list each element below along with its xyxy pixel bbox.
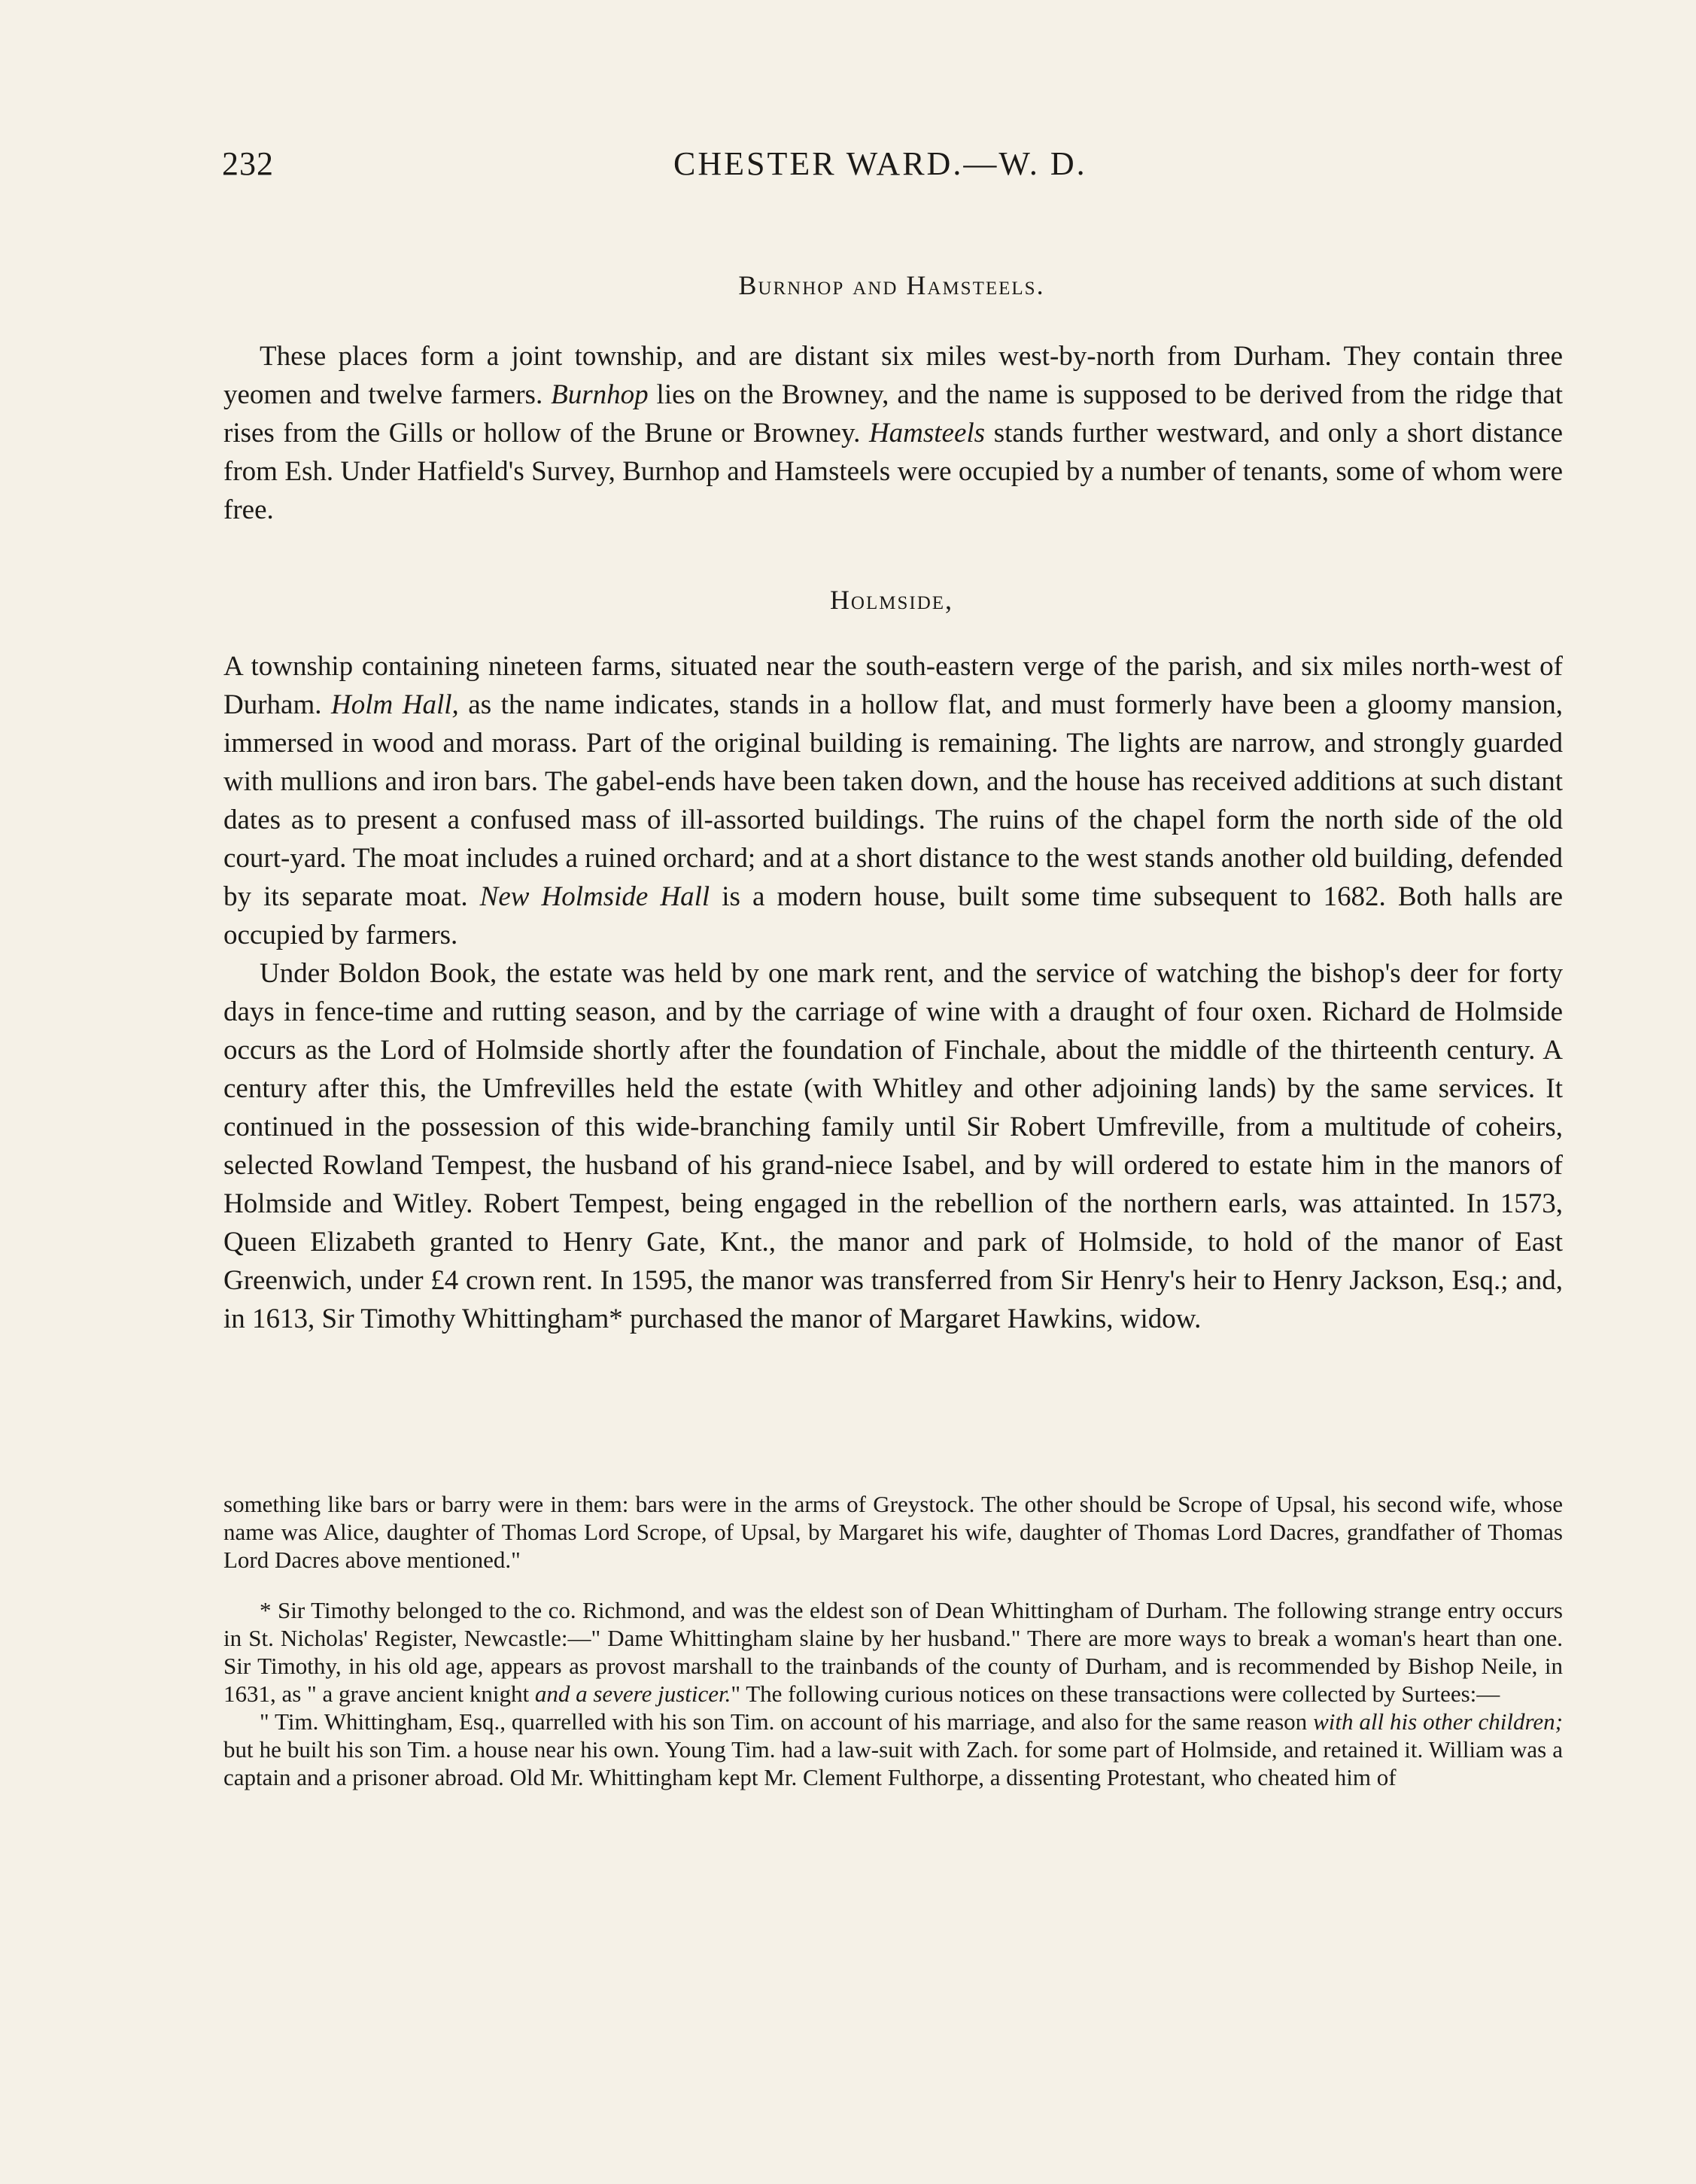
italic-place-name: Hamsteels (868, 418, 986, 449)
text-run: stands further westward, and only a short distance from Esh. Under Hatfield's Survey, Burnhop and Hamsteels were occupied by a number of tenants, some of whom were free. (223, 418, 1563, 525)
text-run: " Tim. Whittingham, Esq., quarrelled with his son Tim. on account of his marriage, and also for the same reason (260, 1708, 1314, 1735)
text-run: is a modern house, built some time subsequent to 1682. Both halls are occupied by farmers. (223, 881, 1563, 951)
text-run: lies on the Browney, and the name is supposed to be derived from the ridge that rises from the Gills or hollow of the Brune or Browney. (223, 379, 1563, 449)
footnote-quote (223, 1708, 1563, 1791)
heading-holmside: Holmside, (829, 585, 954, 615)
paragraph: Under Boldon Book, the estate was held by one mark rent, and the service of watching the bishop's deer for forty days in fence-time and rutting season, and by the carriage of wine with a draught of four oxen. Richard de Holmside occurs as the Lord of Holmside shortly after the foundation of Finchale, about the middle of the thirteenth century. A century after this, the Umfrevilles held the estate (with Whitley and other adjoining lands) by the same services. It continued in the possession of this wide-branching family until Sir Robert Umfreville, from a multitude of coheirs, selected Rowland Tempest, the husband of his grand-niece Isabel, and by will ordered to estate him in the manors of Holmside and Witley. Robert Tempest, being engaged in the rebellion of the northern earls, was attainted. In 1573, Queen Elizabeth granted to Henry Gate, Knt., the manor and park of Holmside, to hold of the manor of East Greenwich, under £4 crown rent. In 1595, the manor was transferred from Sir Henry's heir to Henry Jackson, Esq.; and, in 1613, Sir Timothy Whittingham* purchased the manor of Margaret Hawkins, widow. (223, 958, 1563, 1334)
section-burnhop-body (223, 337, 1563, 529)
paragraph (223, 337, 1563, 529)
footnote-continued: something like bars or barry were in them: bars were in the arms of Greystock. The other should be Scrope of Upsal, his second wife, whose name was Alice, daughter of Thomas Lord Scrope, of Upsal, by Margaret his wife, daughter of Thomas Lord Dacres, grandfather of Thomas Lord Dacres above mentioned." (223, 1491, 1563, 1573)
italic-quote: with all his other children; (1313, 1708, 1563, 1735)
text-run: " The following curious notices on these transactions were collected by Surtees:— (731, 1681, 1500, 1707)
paragraph (223, 647, 1563, 954)
footnote-star (223, 1596, 1563, 1708)
footnote-gap (223, 1574, 1563, 1596)
italic-place-name: New Holmside Hall (479, 881, 710, 912)
section-holmside-body (223, 647, 1563, 1338)
italic-place-name: Burnhop (551, 379, 649, 410)
running-head (222, 144, 1561, 197)
text-run: A township containing nineteen farms, situated near the south-eastern verge of the parish, and six miles north-west of Durham. (223, 651, 1563, 720)
page-title: CHESTER WARD.—W. D. (673, 145, 1087, 182)
footnotes (223, 1490, 1563, 1791)
text-run: but he built his son Tim. a house near his own. Young Tim. had a law-suit with Zach. for some part of Holmside, and retained it. William was a captain and a prisoner abroad. Old Mr. Whittingham kept Mr. Clement Fulthorpe, a dissenting Protestant, who cheated him of (223, 1736, 1563, 1790)
text-run: as the name indicates, stands in a hollow flat, and must formerly have been a gloomy mansion, immersed in wood and morass. Part of the original building is remaining. The lights are narrow, and strongly guarded with mullions and iron bars. The gabel-ends have been taken down, and the house has received additions at such distant dates as to present a confused mass of ill-assorted buildings. The ruins of the chapel form the north side of the old court-yard. The moat includes a ruined orchard; and at a short distance to the west stands another old building, defended by its separate moat. (223, 689, 1564, 912)
italic-place-name: Holm Hall, (331, 689, 459, 720)
page-number: 232 (222, 145, 274, 182)
text-run: * Sir Timothy belonged to the co. Richmond, and was the eldest son of Dean Whittingham of Durham. The following strange entry occurs in St. Nicholas' Register, Newcastle:—" Dame Whittingham slaine by her husband." There are more ways to break a woman's heart than one. Sir Timothy, in his old age, appears as provost marshall to the trainbands of the county of Durham, and is recommended by Bishop Neile, in 1631, as " a grave ancient knight (223, 1597, 1563, 1707)
heading-burnhop-hamsteels: Burnhop and Hamsteels. (738, 270, 1045, 300)
text-run: These places form a joint township, and are distant six miles west-by-north from Durham. They contain three yeomen and twelve farmers. (223, 341, 1563, 410)
italic-quote: and a severe justicer. (534, 1681, 731, 1707)
